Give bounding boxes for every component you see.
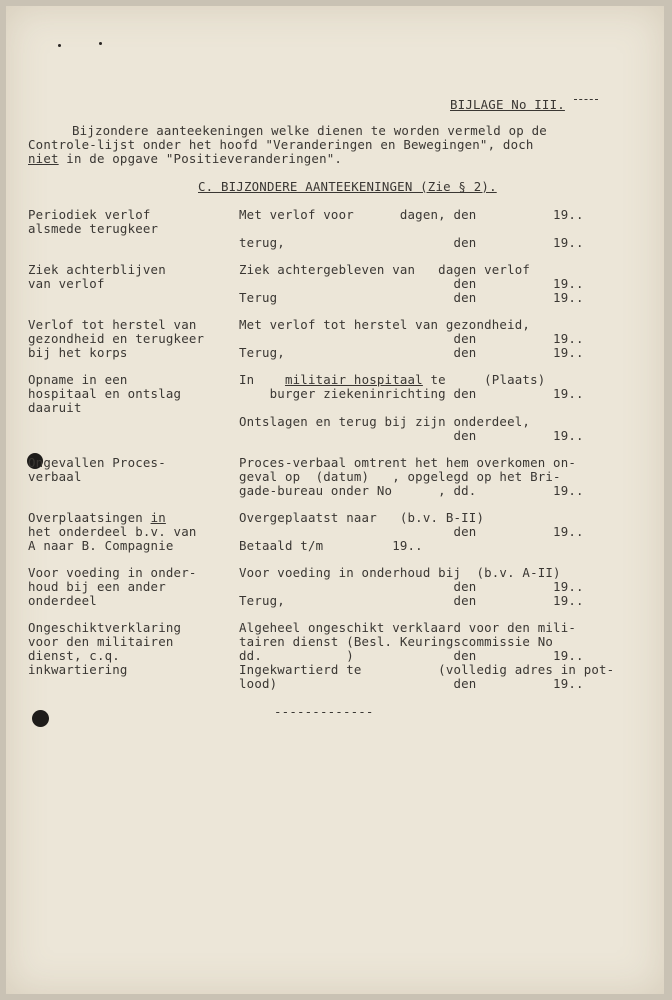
speck — [58, 44, 61, 47]
row-label-line: Ongeschiktverklaring — [28, 620, 182, 635]
row-label-line: gezondheid en terugkeer — [28, 331, 205, 346]
row-label-emphasis: in — [150, 510, 166, 525]
appendix-label: BIJLAGE No III. — [450, 97, 565, 112]
row-entry-line: tairen dienst (Besl. Keuringscommissie No — [239, 634, 554, 649]
intro-emphasis: niet — [28, 151, 59, 166]
document-page — [6, 6, 664, 994]
row-entry-line: den 19.. — [239, 579, 584, 594]
row-label-line: voor den militairen — [28, 634, 174, 649]
row-label-line: het onderdeel b.v. van — [28, 524, 197, 539]
appendix-tail-rule — [574, 99, 598, 100]
row-entry-line: dd. ) den 19.. — [239, 648, 584, 663]
row-label-line: onderdeel — [28, 593, 97, 608]
row-label-line: alsmede terugkeer — [28, 221, 159, 236]
row-entry-line: Algeheel ongeschikt verklaard voor den mili- — [239, 620, 577, 635]
row-entry-line: Overgeplaatst naar (b.v. B-II) — [239, 510, 485, 525]
row-label-line: Opname in een — [28, 372, 128, 387]
row-entry-line: lood) den 19.. — [239, 676, 584, 691]
row-entry-line: Terug den 19.. — [239, 290, 584, 305]
intro-line-1: Bijzondere aanteekeningen welke dienen te worden vermeld op de — [72, 123, 547, 138]
row-label-line: daaruit — [28, 400, 82, 415]
end-rule: ------------- — [274, 704, 374, 719]
row-entry-line: Met verlof voor dagen, den 19.. — [239, 207, 584, 222]
row-label-line: hospitaal en ontslag — [28, 386, 182, 401]
row-label-line: Periodiek verlof — [28, 207, 151, 222]
row-label-line: Ziek achterblijven — [28, 262, 166, 277]
row-entry-line: Ontslagen en terug bij zijn onderdeel, — [239, 414, 531, 429]
row-entry-line: den 19.. — [239, 524, 584, 539]
row-entry-emphasis: militair hospitaal — [284, 372, 423, 387]
row-entry-line: geval op (datum) , opgelegd op het Bri- — [239, 469, 561, 484]
row-entry-line: gade-bureau onder No , dd. 19.. — [239, 483, 584, 498]
row-entry-line: den 19.. — [239, 428, 584, 443]
row-label-line: verbaal — [28, 469, 82, 484]
row-entry-line: burger ziekeninrichting den 19.. — [239, 386, 584, 401]
row-label-line: dienst, c.q. — [28, 648, 120, 663]
row-label-line: A naar B. Compagnie — [28, 538, 174, 553]
row-entry-suffix: te (Plaats) — [422, 372, 546, 387]
row-label-line: Verlof tot herstel van — [28, 317, 197, 332]
row-label-line: van verlof — [28, 276, 105, 291]
row-entry-line — [239, 373, 545, 387]
row-entry-line: Ziek achtergebleven van dagen verlof — [239, 262, 531, 277]
row-entry-line: Terug, den 19.. — [239, 593, 584, 608]
row-entry-line: Ingekwartierd te (volledig adres in pot- — [239, 662, 615, 677]
row-label-line: Ongevallen Proces- — [28, 455, 166, 470]
row-entry-prefix: In — [239, 372, 255, 387]
row-label-line: inkwartiering — [28, 662, 128, 677]
row-entry-line: Proces-verbaal omtrent het hem overkomen on- — [239, 455, 577, 470]
row-entry-line: Voor voeding in onderhoud bij (b.v. A-II) — [239, 565, 561, 580]
row-entry-line: Betaald t/m 19.. — [239, 538, 423, 553]
row-label-line — [28, 511, 166, 525]
intro-line-3 — [28, 152, 342, 166]
row-entry-line: Met verlof tot herstel van gezondheid, — [239, 317, 531, 332]
row-label-line: bij het korps — [28, 345, 128, 360]
row-entry-line: den 19.. — [239, 331, 584, 346]
row-label-line: houd bij een ander — [28, 579, 166, 594]
row-entry-line: den 19.. — [239, 276, 584, 291]
row-label-prefix: Overplaatsingen — [28, 510, 151, 525]
punch-hole-bottom — [32, 710, 49, 727]
row-label-line: Voor voeding in onder- — [28, 565, 197, 580]
row-entry-line: Terug, den 19.. — [239, 345, 584, 360]
row-entry-line: terug, den 19.. — [239, 235, 584, 250]
speck — [99, 42, 102, 45]
intro-line-3-rest: in de opgave "Positieveranderingen". — [58, 151, 343, 166]
intro-line-2: Controle-lijst onder het hoofd "Veranderingen en Bewegingen", doch — [28, 137, 534, 152]
section-title: C. BIJZONDERE AANTEEKENINGEN (Zie § 2). — [198, 179, 497, 194]
